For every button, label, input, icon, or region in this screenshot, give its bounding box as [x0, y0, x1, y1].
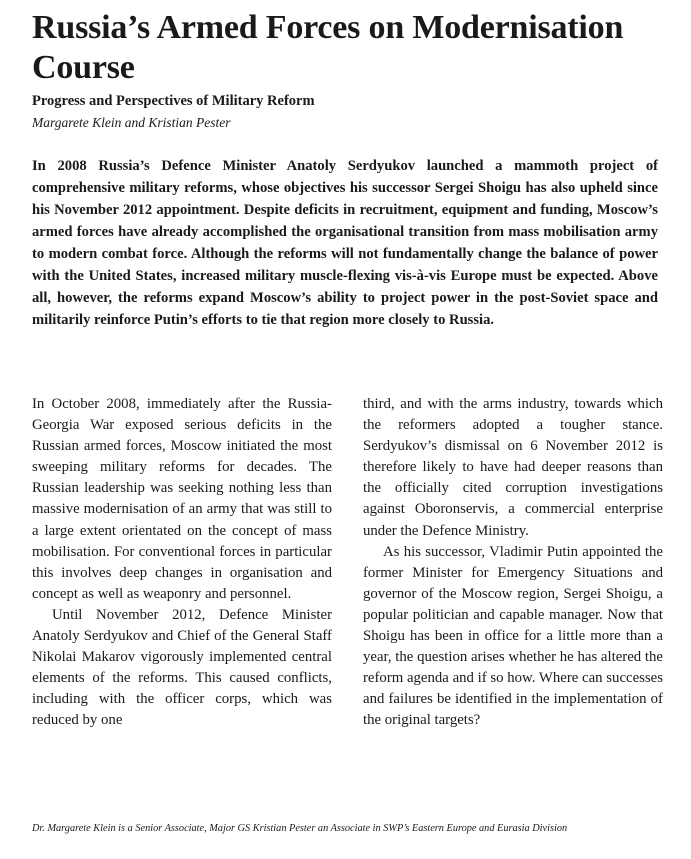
page-title: Russia’s Armed Forces on Modernisation Course	[32, 9, 624, 86]
abstract: In 2008 Russia’s Defence Minister Anatoly Serdyukov launched a mammoth project of comprehensive military reforms, whose objectives his successor Sergei Shoigu has also upheld since his November 2012 appointment. Despite deficits in recruitment, equipment and funding, Moscow’s armed forces have already accomplished the organisational transition from mass mobilisation army to modern combat force. Although the reforms will not fundamentally change the balance of power with the United States, increased military muscle-flexing vis-à-vis Europe must be expected. Above all, however, the reforms expand Moscow’s ability to project power in the post-Soviet space and militarily reinforce Putin’s efforts to tie that region more closely to Russia.	[32, 158, 658, 328]
body-column-left	[32, 394, 332, 732]
paragraph: As his successor, Vladimir Putin appointed the former Minister for Emergency Situations and governor of the Moscow region, Sergei Shoigu, a popular politician and capable manager. Now that Shoigu has been in office for a little more than a year, the question arises whether he has altered the reform agenda and if so how. Where can successes and failures be identified in the implementation of the original targets?	[363, 543, 663, 729]
subtitle: Progress and Perspectives of Military Reform	[32, 93, 315, 109]
paragraph: In October 2008, immediately after the Russia-Georgia War exposed serious deficits in the Russian armed forces, Moscow initiated the most sweeping military reforms for decades. The Russian leadership was seeking nothing less than massive modernisation of an army that was still to a large extent orientated on the concept of mass mobilisation. For conventional forces in particular this involves deep changes in organisation and concept as well as weaponry and personnel.	[32, 396, 332, 602]
paragraph: Until November 2012, Defence Minister Anatoly Serdyukov and Chief of the General Staff Nikolai Makarov vigorously implemented central elements of the reforms. This caused conflicts, including with the officer corps, which was reduced by one	[32, 606, 332, 729]
author-footnote: Dr. Margarete Klein is a Senior Associate, Major GS Kristian Pester an Associate in SWP’s Eastern Europe and Eurasia Division	[32, 823, 568, 834]
authors: Margarete Klein and Kristian Pester	[32, 115, 231, 130]
body-column-right	[363, 394, 663, 732]
paragraph: third, and with the arms industry, towards which the reformers adopted a tougher stance. Serdyukov’s dismissal on 6 November 2012 is therefore likely to have had deeper reasons than the officially cited corruption investigations against Oboronservis, a commercial enterprise under the Defence Ministry.	[363, 396, 663, 539]
